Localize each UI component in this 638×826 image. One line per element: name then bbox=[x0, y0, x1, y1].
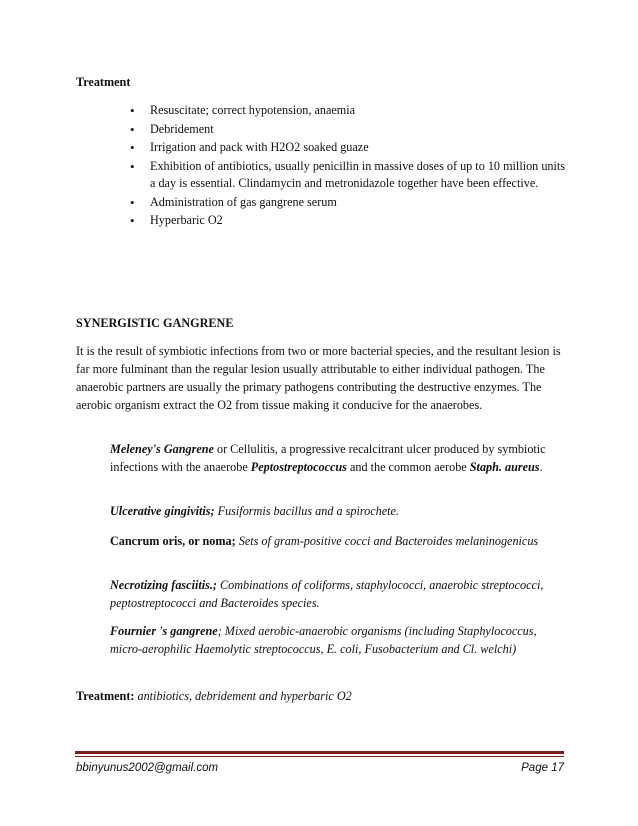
intro-paragraph: It is the result of symbiotic infections from two or more bacterial species, and the resultant lesion is far more fulminant than the regular lesion usually attributable to either individual pathogen. The anaerobic partners are usually the primary pathogens contributing the destructive enzymes. The aerobic organism extract the O2 from tissue making it conducive for the anaerobes. bbox=[76, 344, 561, 412]
entry-organism: Staph. aureus bbox=[469, 460, 540, 474]
treatment-summary bbox=[76, 689, 352, 704]
ulcerative-gingivitis-entry bbox=[110, 502, 550, 520]
treatment-text: antibiotics, debridement and hyperbaric O2 bbox=[134, 689, 352, 703]
cancrum-oris-entry bbox=[110, 532, 550, 550]
entry-desc: ; Mixed aerobic-anaerobic organisms (including Staphylococcus, micro-aerophilic Haemolytic streptococcus, E. coli, Fusobacterium and Cl. welchi) bbox=[110, 624, 537, 656]
list-item: • Irrigation and pack with H2O2 soaked guaze bbox=[128, 139, 568, 157]
list-item: • Administration of gas gangrene serum bbox=[128, 194, 568, 212]
fournier-gangrene-entry bbox=[110, 622, 550, 658]
list-item: • Debridement bbox=[128, 121, 568, 139]
entry-term: Ulcerative gingivitis; bbox=[110, 504, 215, 518]
list-item: • Hyperbaric O2 bbox=[128, 212, 568, 230]
footer-rule-thick bbox=[75, 751, 564, 754]
entry-desc: Fusiformis bacillus and a spirochete. bbox=[214, 504, 399, 518]
list-item: • Resuscitate; correct hypotension, anaemia bbox=[128, 102, 568, 120]
footer-page-number bbox=[521, 762, 564, 774]
page-label: Page bbox=[521, 762, 552, 774]
necrotizing-fasciitis-entry bbox=[110, 576, 550, 612]
footer-rule-thin bbox=[75, 756, 564, 757]
entry-desc: Sets of gram-positive cocci and Bacteroides melaninogenicus bbox=[235, 534, 539, 548]
entry-term: Meleney's Gangrene bbox=[110, 442, 214, 456]
meleney-entry bbox=[110, 440, 550, 476]
entry-text: or Cellulitis, a progressive recalcitrant ulcer produced by symbiotic infections with the anaerobe bbox=[110, 442, 546, 474]
synergistic-gangrene-heading: SYNERGISTIC GANGRENE bbox=[76, 316, 234, 330]
treatment-heading: Treatment bbox=[76, 75, 131, 89]
entry-term: Cancrum oris, or noma; bbox=[110, 534, 236, 548]
entry-text: . bbox=[539, 460, 543, 474]
entry-text: and the common aerobe bbox=[346, 460, 470, 474]
treatment-label: Treatment: bbox=[76, 689, 135, 703]
list-item: • Exhibition of antibiotics, usually penicillin in massive doses of up to 10 million units a day is essential. Clindamycin and metronidazole together have been effective. bbox=[128, 158, 568, 193]
page-number: 17 bbox=[551, 762, 564, 774]
entry-term: Fournier 's gangrene bbox=[110, 624, 218, 638]
footer-email: bbinyunus2002@gmail.com bbox=[76, 762, 219, 774]
entry-desc: Combinations of coliforms, staphylococci, anaerobic streptococci, peptostreptococci and Bacteroides species. bbox=[110, 578, 544, 610]
entry-term: Necrotizing fasciitis.; bbox=[110, 578, 217, 592]
treatment-list bbox=[128, 102, 568, 231]
entry-organism: Peptostreptococcus bbox=[250, 460, 347, 474]
